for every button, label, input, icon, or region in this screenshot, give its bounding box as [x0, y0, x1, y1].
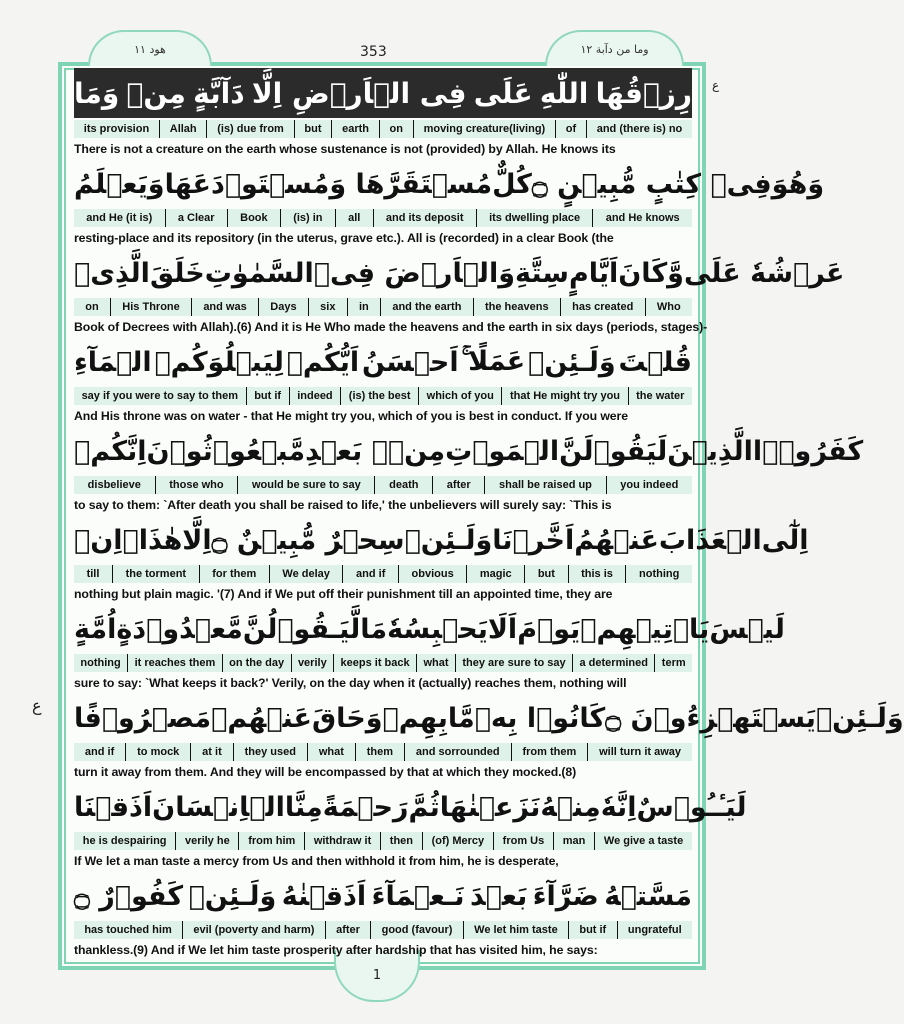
gloss-word: its dwelling place — [476, 209, 593, 227]
surah-label: هود ١١ — [134, 42, 166, 56]
arabic-word: الَّذِيۡنَ — [667, 435, 753, 467]
word-gloss-row — [74, 476, 692, 494]
translation-line: And His throne was on water - that He might try you, which of you is best in conduct. If you were — [74, 409, 628, 423]
arabic-word: مِنۡهُ — [540, 791, 601, 823]
translation-line: resting-place and its repository (in the uterus, grave etc.). All is (recorded) in a clear Book (the — [74, 231, 614, 245]
gloss-word: at it — [190, 743, 232, 761]
gloss-word: death — [374, 476, 432, 494]
arabic-line — [74, 250, 845, 296]
arabic-line — [74, 68, 692, 118]
arabic-word: يَحۡبِسُهٗ — [387, 613, 488, 645]
arabic-word: اِنَّهٗ — [600, 791, 637, 823]
gloss-word: it reaches them — [127, 654, 222, 672]
right-margin-mark: ع — [712, 78, 720, 92]
gloss-word: but — [294, 120, 332, 138]
gloss-word: withdraw it — [304, 832, 380, 850]
arabic-word: اِنَّكُمۡ — [74, 435, 147, 467]
gloss-word: and if — [342, 565, 398, 583]
gloss-word: what — [416, 654, 455, 672]
word-gloss-row — [74, 209, 692, 227]
arabic-word: اَخَّرۡنَا — [492, 524, 575, 556]
arabic-line — [74, 339, 692, 385]
gloss-word: then — [380, 832, 422, 850]
arabic-word: عَرۡشُهٗ عَلَى — [683, 257, 845, 289]
gloss-word: but if — [246, 387, 289, 405]
arabic-word: مِنۡۢ بَعۡدِ — [305, 435, 446, 467]
gloss-word: moving creature(living) — [413, 120, 555, 138]
gloss-word: you indeed — [606, 476, 692, 494]
page-number: 353 — [360, 44, 387, 60]
arabic-word: عَنۡهُمۡ — [211, 702, 312, 734]
gloss-word: has created — [560, 298, 645, 316]
arabic-word: اَيُّكُمۡ — [286, 346, 360, 378]
arabic-word: عَلَى — [473, 76, 533, 110]
gloss-word: the water — [628, 387, 692, 405]
arabic-word: مِنۡ — [126, 76, 186, 110]
arabic-word: وَحَاقَ — [312, 702, 383, 734]
arabic-word: وَلَـئِنۡ — [188, 880, 277, 912]
arabic-word: اَلَا — [487, 613, 518, 645]
arabic-word: فِىۡ كِتٰبٍ مُّبِيۡنٍ ۝ — [531, 168, 772, 200]
gloss-word: a Clear — [165, 209, 227, 227]
juz-label: وما من دآبة ١٢ — [580, 42, 649, 56]
gloss-word: to mock — [125, 743, 190, 761]
arabic-word: وَّكَانَ — [618, 257, 684, 289]
arabic-word: مُسۡتَقَرَّهَا وَمُسۡتَوۡدَعَهَا — [164, 168, 493, 200]
gloss-word: nothing — [625, 565, 691, 583]
arabic-word: دَآبَّةٍ — [193, 76, 245, 110]
gloss-word: (of) Mercy — [422, 832, 493, 850]
gloss-word: and He knows — [592, 209, 692, 227]
gloss-word: on — [379, 120, 413, 138]
gloss-word: (is) in — [280, 209, 335, 227]
arabic-word: وَهُوَ — [771, 168, 825, 200]
gloss-word: earth — [331, 120, 378, 138]
gloss-word: what — [307, 743, 355, 761]
translation-line: nothing but plain magic. '(7) And if We put off their punishment till an appointed time, they are — [74, 587, 613, 601]
arabic-line — [74, 695, 904, 741]
gloss-word: Book — [227, 209, 280, 227]
arabic-word: ثُمَّ — [408, 791, 440, 823]
word-gloss-row — [74, 654, 692, 672]
footer-number: 1 — [372, 967, 382, 983]
gloss-word: and sorrounded — [404, 743, 511, 761]
gloss-word: and its deposit — [373, 209, 476, 227]
gloss-word: nothing — [80, 657, 121, 669]
arabic-word: قُلۡتَ — [618, 346, 692, 378]
gloss-word: this is — [568, 565, 626, 583]
gloss-word: We let him taste — [463, 921, 568, 939]
gloss-word: We delay — [269, 565, 343, 583]
gloss-word: which of you — [418, 387, 501, 405]
gloss-word: (is) due from — [206, 120, 293, 138]
gloss-word: verily — [291, 654, 334, 672]
arabic-word: اَذَقۡنٰهُ — [281, 880, 367, 912]
arabic-word: عَمَلًا ۚ — [461, 346, 526, 377]
gloss-word: in — [347, 298, 380, 316]
gloss-word: His Throne — [110, 298, 191, 316]
gloss-word: from Us — [493, 832, 553, 850]
gloss-word: on — [85, 301, 99, 313]
arabic-word: وَلَـئِنۡ — [528, 346, 616, 378]
gloss-word: man — [553, 832, 594, 850]
left-margin-mark: ع — [32, 696, 42, 715]
gloss-word: and was — [191, 298, 258, 316]
gloss-word: ungrateful — [617, 921, 692, 939]
gloss-word: Days — [258, 298, 308, 316]
arabic-word: يَوۡمَ — [517, 613, 581, 645]
arabic-word: الۡمَوۡتِ — [445, 435, 560, 467]
gloss-word: shall be raised up — [484, 476, 605, 494]
gloss-word: after — [432, 476, 484, 494]
gloss-word: indeed — [289, 387, 341, 405]
arabic-word: نَزَعۡنٰهَا — [439, 791, 541, 823]
juz-tab — [545, 30, 684, 66]
arabic-word: اِنۡ — [74, 524, 123, 556]
word-gloss-row — [74, 743, 692, 761]
gloss-word: will turn it away — [587, 743, 692, 761]
gloss-word: keeps it back — [333, 654, 416, 672]
translation-line: turn it away from them. And they will be encompassed by that at which they mocked.(8) — [74, 765, 577, 779]
arabic-word: لَيۡسَ — [709, 613, 785, 645]
arabic-word: عَنۡهُمُ — [574, 524, 659, 556]
gloss-word: would be sure to say — [237, 476, 374, 494]
gloss-word: say if you were to say to them — [81, 390, 239, 402]
word-gloss-row — [74, 387, 692, 405]
arabic-word: وَالۡاَرۡضَ فِىۡ — [313, 257, 515, 289]
gloss-word: magic — [466, 565, 524, 583]
arabic-word: اَذَقۡنَا — [74, 791, 153, 823]
gloss-word: six — [308, 298, 347, 316]
arabic-word: رَحۡمَةً — [322, 791, 409, 823]
word-gloss-row — [74, 120, 692, 138]
gloss-word: them — [355, 743, 404, 761]
gloss-word: he is despairing — [82, 835, 167, 847]
gloss-word: till — [86, 568, 100, 580]
translation-line: thankless.(9) And if We let him taste prosperity after hardship that has visited him, he says: — [74, 943, 598, 957]
arabic-word: مَّا — [447, 702, 475, 734]
arabic-word: يَسۡتَهۡزِءُوۡنَ ۝ — [605, 702, 816, 734]
gloss-word: of — [555, 120, 586, 138]
gloss-word: verily he — [175, 832, 238, 850]
arabic-word: لَّيَـقُوۡلُنَّ — [242, 613, 361, 645]
gloss-word: but — [524, 565, 567, 583]
gloss-word: but if — [568, 921, 617, 939]
arabic-word: فِى الۡاَرۡضِ اِلَّا — [251, 76, 467, 110]
arabic-word: مَا — [360, 613, 388, 645]
gloss-word: they used — [233, 743, 307, 761]
arabic-word: سِحۡرٌ مُّبِيۡنٌ ۝ — [211, 524, 405, 556]
arabic-word: خَلَقَ — [149, 257, 205, 289]
arabic-word: مَصۡرُوۡفًا — [74, 702, 212, 734]
arabic-word: مَسَّتۡهُ — [604, 880, 692, 912]
arabic-word: كُلٌّ — [492, 168, 532, 200]
translation-line: sure to say: `What keeps it back?' Verily, on the day when it (actually) reaches them, nothing will — [74, 676, 627, 690]
arabic-word: اُمَّةٍ — [74, 613, 117, 645]
arabic-word: الۡعَذَابَ — [658, 524, 762, 556]
arabic-word: اَحۡسَنُ — [361, 346, 459, 378]
gloss-word: all — [335, 209, 373, 227]
arabic-word: لِيَبۡلُوَكُمۡ — [154, 346, 284, 378]
arabic-word: اِلَّا — [182, 524, 212, 556]
arabic-line — [74, 873, 692, 919]
translation-line: to say to them: `After death you shall be raised to life,' the unbelievers will surely say: `This is — [74, 498, 612, 512]
gloss-word: the torment — [112, 565, 199, 583]
gloss-word: disbelieve — [87, 479, 141, 491]
arabic-word: السَّمٰوٰتِ — [204, 257, 314, 289]
arabic-word: بَعۡدَ — [470, 880, 528, 912]
arabic-word: ضَرَّآءَ — [532, 880, 599, 912]
word-gloss-row — [74, 921, 692, 939]
arabic-word: وَلَـئِنۡ — [815, 702, 904, 734]
arabic-line — [74, 428, 864, 474]
arabic-word: مَّعۡدُوۡدَةٍ — [116, 613, 243, 645]
gloss-word: after — [325, 921, 371, 939]
arabic-word: اِلٰٓى — [761, 524, 809, 556]
gloss-word: term — [654, 654, 692, 672]
gloss-word: on the day — [222, 654, 291, 672]
arabic-word: وَيَعۡلَمُ — [74, 168, 165, 200]
translation-line: If We let a man taste a mercy from Us and then withhold it from him, he is desperate, — [74, 854, 559, 868]
gloss-word: (is) the best — [340, 387, 418, 405]
gloss-word: and the earth — [380, 298, 473, 316]
arabic-word: وَلَـئِنۡ — [404, 524, 493, 556]
arabic-word: يَاۡتِيۡهِمۡ — [580, 613, 710, 645]
gloss-word: evil (poverty and harm) — [182, 921, 325, 939]
gloss-word: they are sure to say — [455, 654, 572, 672]
gloss-word: for them — [199, 565, 269, 583]
arabic-line — [74, 161, 825, 207]
gloss-word: good (favour) — [370, 921, 463, 939]
arabic-line — [74, 606, 785, 652]
gloss-word: and (there is) no — [586, 120, 692, 138]
arabic-word: وَمَا — [74, 76, 120, 110]
gloss-word: Allah — [159, 120, 206, 138]
gloss-word: the heavens — [473, 298, 560, 316]
arabic-word: مِنَّا — [284, 791, 323, 823]
arabic-word: هٰذَاۤ — [122, 524, 183, 556]
arabic-word: اَيَّامٍ — [568, 257, 619, 289]
word-gloss-row — [74, 565, 692, 583]
gloss-word: and He (it is) — [86, 212, 153, 224]
translation-line: There is not a creature on the earth whose sustenance is not (provided) by Allah. He knows its — [74, 142, 616, 156]
gloss-word: obvious — [398, 565, 466, 583]
arabic-line — [74, 784, 747, 830]
arabic-word: سِتَّةِ — [514, 257, 569, 289]
arabic-word: مَّبۡعُوۡثُوۡنَ — [146, 435, 306, 467]
word-gloss-row — [74, 832, 692, 850]
gloss-word: its provision — [83, 123, 150, 135]
arabic-word: كَانُوۡا بِهٖ — [474, 702, 606, 734]
arabic-word: الَّذِىۡ — [74, 257, 150, 289]
arabic-word: كَفُوۡرٌ ۝ — [74, 880, 184, 912]
arabic-word: نَـعۡمَآءَ — [371, 880, 465, 912]
word-gloss-row — [74, 298, 692, 316]
arabic-word: لَيَقُوۡلَنَّ — [559, 435, 668, 467]
arabic-word: الۡمَآءِ — [74, 346, 152, 378]
gloss-word: from him — [238, 832, 304, 850]
gloss-word: has touched him — [84, 924, 172, 936]
gloss-word: that He might try you — [501, 387, 627, 405]
surah-tab — [88, 30, 212, 66]
arabic-word: كَفَرُوۡۤا — [752, 435, 864, 467]
translation-line: Book of Decrees with Allah).(6) And it is He Who made the heavens and the earth in six days (periods, stages)- — [74, 320, 708, 334]
gloss-word: a determined — [572, 654, 654, 672]
arabic-word: الۡاِنۡسَانَ — [152, 791, 285, 823]
arabic-word: اللّٰهِ — [539, 76, 589, 110]
gloss-word: Who — [645, 298, 692, 316]
gloss-word: We give a taste — [594, 832, 692, 850]
arabic-word: لَيَـٔـُوۡسٌ — [636, 791, 747, 823]
arabic-line — [74, 517, 809, 563]
gloss-word: those who — [155, 476, 238, 494]
gloss-word: and if — [84, 746, 115, 758]
arabic-word: بِهِمۡ — [382, 702, 448, 734]
gloss-word: from them — [511, 743, 588, 761]
arabic-word: رِزۡقُهَا — [595, 76, 692, 110]
